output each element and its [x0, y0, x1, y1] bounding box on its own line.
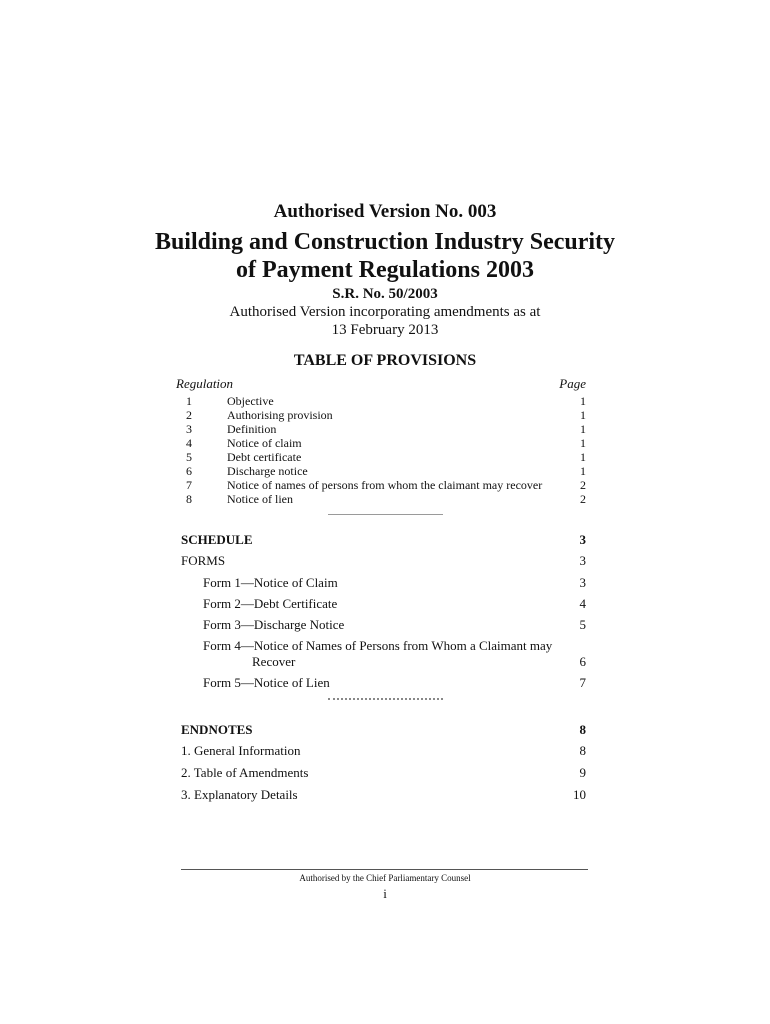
title-line-1: Building and Construction Industry Security	[154, 229, 616, 255]
form-page: 4	[579, 596, 586, 611]
toc-heading: TABLE OF PROVISIONS	[293, 352, 477, 369]
col-page: Page	[559, 376, 586, 391]
regulation-row[interactable]	[176, 464, 586, 478]
form-title: Form 1—Notice of Claim	[203, 575, 338, 590]
form-page: 7	[579, 675, 586, 690]
endnote-entry[interactable]	[181, 787, 586, 803]
regulation-page: 1	[580, 394, 586, 408]
amendments-note	[0, 303, 770, 339]
form-page: 5	[579, 617, 586, 632]
form-page: 6	[579, 654, 586, 669]
regulation-page: 1	[580, 408, 586, 422]
footer-authorised-by: Authorised by the Chief Parliamentary Counsel	[299, 873, 471, 883]
form-title: Form 5—Notice of Lien	[203, 675, 330, 690]
regulation-title: Notice of names of persons from whom the claimant may recover	[227, 478, 543, 492]
endnote-page: 9	[579, 765, 586, 780]
regulation-title: Debt certificate	[227, 450, 302, 464]
form-title: Form 3—Discharge Notice	[203, 617, 345, 632]
form-title-continued: Recover	[252, 654, 296, 669]
amendments-line-1: Authorised Version incorporating amendments as at	[229, 304, 541, 320]
forms-page: 3	[579, 553, 586, 568]
title-line-2: of Payment Regulations 2003	[236, 257, 534, 283]
regulation-title: Discharge notice	[227, 464, 308, 478]
regulation-title: Notice of lien	[227, 492, 293, 506]
form-entry[interactable]	[203, 675, 586, 691]
forms-label: FORMS	[181, 553, 226, 568]
endnotes-heading[interactable]	[181, 722, 586, 738]
regulation-row[interactable]	[176, 492, 586, 506]
schedule-label: SCHEDULE	[181, 532, 253, 547]
regulation-number: 4	[186, 436, 192, 450]
regulation-page: 2	[580, 492, 586, 506]
form-entry[interactable]	[203, 617, 586, 633]
endnote-title: 1. General Information	[181, 743, 301, 758]
endnote-entry[interactable]	[181, 765, 586, 781]
regulation-title: Notice of claim	[227, 436, 302, 450]
footer-page-number: i	[383, 886, 387, 901]
section-divider	[328, 514, 443, 515]
endnote-entry[interactable]	[181, 743, 586, 759]
regulation-page: 1	[580, 422, 586, 436]
regulation-row[interactable]	[176, 394, 586, 408]
regulation-title: Authorising provision	[227, 408, 333, 422]
form-entry[interactable]	[203, 596, 586, 612]
form-entry[interactable]	[203, 638, 586, 670]
endnotes-page: 8	[579, 722, 586, 737]
regulation-page: 2	[580, 478, 586, 492]
regulation-number: 7	[186, 478, 192, 492]
document-title	[0, 228, 770, 284]
regulation-page: 1	[580, 450, 586, 464]
regulation-number: 6	[186, 464, 192, 478]
form-title: Form 2—Debt Certificate	[203, 596, 338, 611]
sr-number: S.R. No. 50/2003	[332, 286, 438, 302]
regulation-title: Objective	[227, 394, 274, 408]
regulation-number: 3	[186, 422, 192, 436]
regulation-number: 8	[186, 492, 192, 506]
regulation-row[interactable]	[176, 436, 586, 450]
regulation-number: 1	[186, 394, 192, 408]
endnote-title: 2. Table of Amendments	[181, 765, 309, 780]
schedule-heading[interactable]	[181, 532, 586, 548]
regulation-number: 5	[186, 450, 192, 464]
endnote-title: 3. Explanatory Details	[181, 787, 298, 802]
form-entry[interactable]	[203, 575, 586, 591]
amendments-line-2: 13 February 2013	[331, 322, 439, 338]
regulation-row[interactable]	[176, 450, 586, 464]
dotted-divider	[328, 698, 443, 700]
col-regulation: Regulation	[176, 376, 234, 391]
regulation-page: 1	[580, 436, 586, 450]
footer-rule	[181, 869, 588, 870]
forms-heading[interactable]	[181, 553, 586, 569]
regulation-row[interactable]	[176, 422, 586, 436]
endnote-page: 8	[579, 743, 586, 758]
endnotes-label: ENDNOTES	[181, 722, 253, 737]
regulation-page: 1	[580, 464, 586, 478]
endnote-page: 10	[573, 787, 586, 802]
regulation-row[interactable]	[176, 478, 586, 492]
form-title: Form 4—Notice of Names of Persons from Whom a Claimant may	[203, 638, 553, 653]
regulation-title: Definition	[227, 422, 277, 436]
regulation-row[interactable]	[176, 408, 586, 422]
form-page: 3	[579, 575, 586, 590]
regulation-number: 2	[186, 408, 192, 422]
schedule-page: 3	[579, 532, 586, 547]
authorised-version: Authorised Version No. 003	[273, 201, 497, 222]
